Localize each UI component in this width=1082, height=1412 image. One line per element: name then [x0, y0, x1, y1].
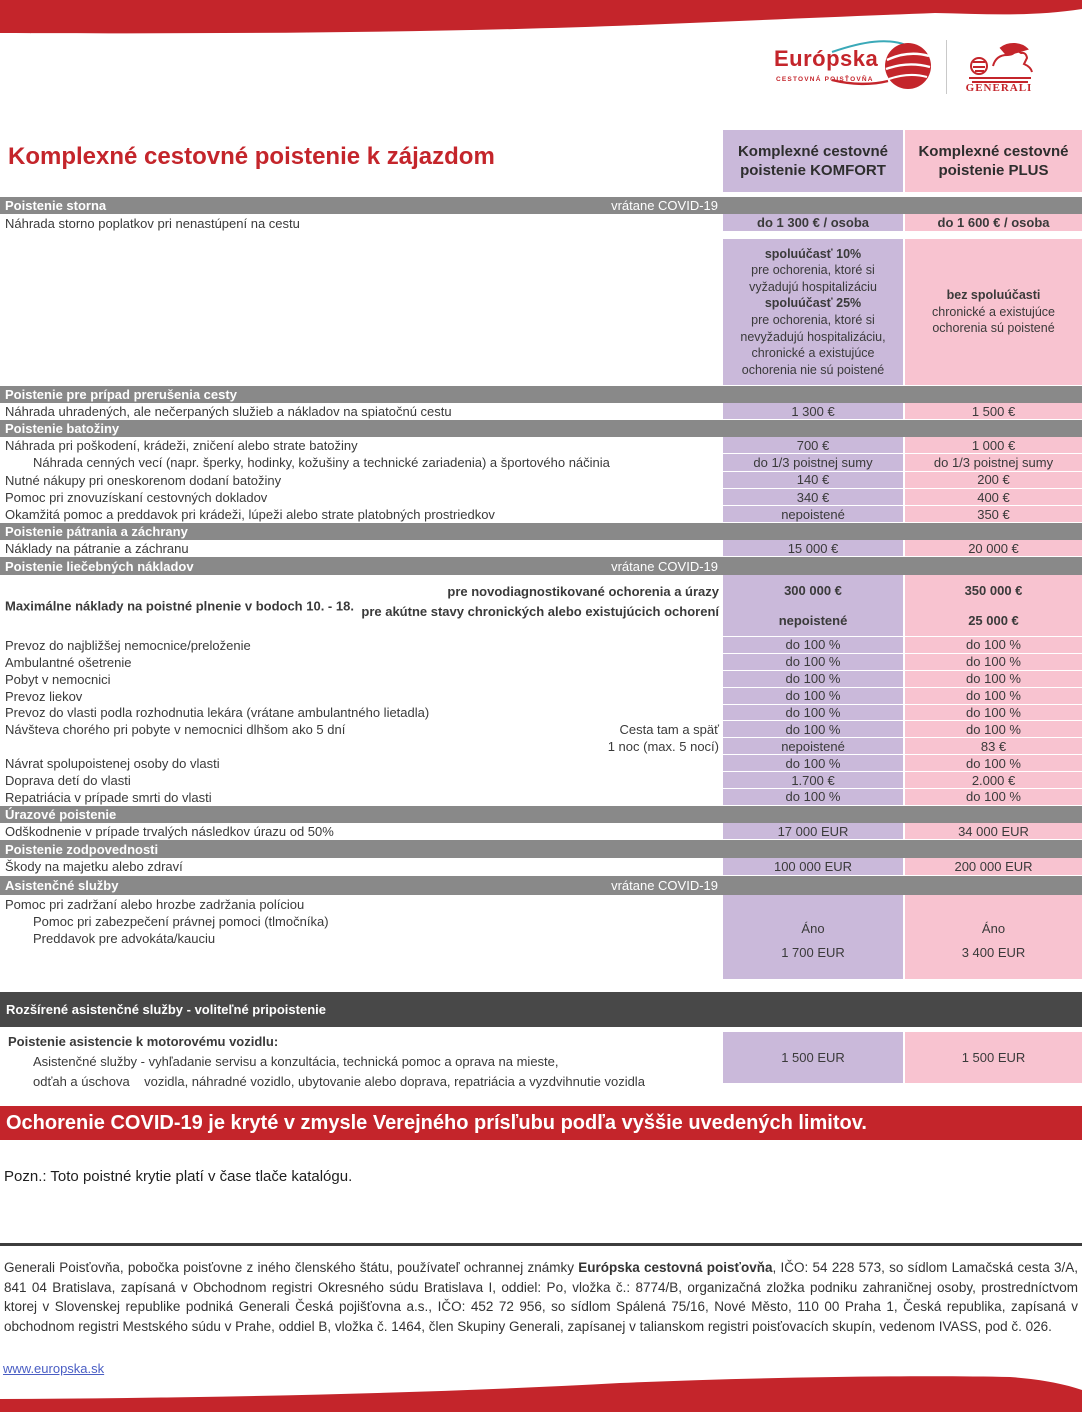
max-claims-sublabel-1: pre novodiagnostikované ochorenia a úrazy [447, 583, 719, 599]
table-row [0, 637, 1082, 654]
plus-value-cell: 200 000 EUR [905, 858, 1082, 876]
table-row [0, 755, 1082, 772]
text-line: bez spoluúčasti [946, 288, 1041, 303]
row-label: Repatriácia v prípade smrti do vlasti [5, 789, 212, 805]
komfort-value-cell: 340 € [723, 489, 903, 506]
table-row [0, 489, 1082, 506]
komfort-value-cell: do 100 % [723, 705, 903, 722]
generali-logo [959, 36, 1039, 96]
legal-text [4, 1258, 1078, 1336]
motor-line-1: Asistenčné služby - vyhľadanie servisu a konzultácia, technická pomoc a oprava na mieste, [33, 1053, 559, 1069]
section-header-row [0, 557, 1082, 575]
row-label: Doprava detí do vlasti [5, 773, 131, 789]
section-label: Poistenie storna [5, 198, 107, 213]
motor-label-area [0, 1032, 723, 1089]
plus-value-cell: 83 € [905, 738, 1082, 755]
generali-logo-text: GENERALI [965, 82, 1033, 94]
generali-lion-icon [963, 40, 1035, 84]
komfort-value-cell: do 100 % [723, 637, 903, 654]
section-header-row [0, 876, 1082, 895]
plus-max-value-2: 25 000 € [968, 613, 1019, 629]
table-row [0, 403, 1082, 420]
spacer-row [0, 980, 1082, 992]
plus-deductible-cell [905, 239, 1082, 386]
row-label: Odškodnenie v prípade trvalých následkov úrazu od 50% [5, 824, 334, 840]
komfort-value-cell: 100 000 EUR [723, 858, 903, 876]
plus-value-cell: do 100 % [905, 671, 1082, 688]
row-label: Prevoz do najbližšej nemocnice/preloženie [5, 637, 251, 653]
row-sublabel: Cesta tam a späť [619, 722, 719, 738]
extended-services-label: Rozšírené asistenčné služby - voliteľné pripoistenie [6, 1001, 326, 1017]
text-line: chronické a existujúce [751, 346, 875, 361]
table-row [0, 738, 1082, 755]
max-claims-label-area [0, 575, 723, 637]
plus-value-cell: 200 € [905, 472, 1082, 489]
plus-value-cell: 400 € [905, 489, 1082, 506]
komfort-max-value-1: 300 000 € [784, 582, 842, 598]
komfort-value-cell: nepoistené [723, 506, 903, 523]
assist-line: Preddavok pre advokáta/kauciu [33, 930, 216, 946]
page-title: Komplexné cestovné poistenie k zájazdom [8, 143, 495, 170]
row-label: Nutné nákupy pri oneskorenom dodaní batožiny [5, 472, 282, 488]
table-row [0, 858, 1082, 876]
row-label: Náhrada uhradených, ale nečerpaných služieb a nákladov na spiatočnú cestu [5, 404, 452, 419]
coverage-table [0, 197, 1082, 1089]
komfort-value-cell: nepoistené [723, 738, 903, 755]
plus-value-cell: do 100 % [905, 789, 1082, 806]
plus-max-value-1: 350 000 € [964, 582, 1023, 598]
komfort-value-cell: do 1/3 poistnej sumy [723, 454, 903, 471]
plus-value-cell: 1 000 € [905, 437, 1082, 454]
komfort-max-cell [723, 575, 903, 637]
note-text: Pozn.: Toto poistné krytie platí v čase tlače katalógu. [4, 1168, 353, 1185]
plus-value-cell: do 100 % [905, 755, 1082, 772]
table-row [0, 214, 1082, 232]
plus-value-cell: do 100 % [905, 721, 1082, 738]
website-link[interactable]: www.europska.sk [3, 1361, 105, 1376]
section-header-row [0, 197, 1082, 214]
assist-line: Pomoc pri zabezpečení právnej pomoci (tlmočníka) [33, 913, 329, 929]
table-row [0, 772, 1082, 789]
row-label: Prevoz do vlasti podla rozhodnutia lekára (vrátane ambulantného lietadla) [5, 705, 430, 721]
table-row [0, 506, 1082, 523]
europska-logo-text: Európska [774, 46, 879, 71]
row-label: Okamžitá pomoc a preddavok pri krádeži, lúpeži alebo strate platobných prostriedkov [5, 507, 495, 523]
column-header-plus: Komplexné cestovné poistenie PLUS [905, 130, 1082, 192]
table-row [0, 671, 1082, 688]
plus-motor-cell: 1 500 EUR [905, 1032, 1082, 1084]
plus-value-cell: 34 000 EUR [905, 823, 1082, 841]
row-label: Škody na majetku alebo zdraví [5, 859, 183, 875]
section-label: Asistenčné služby [5, 877, 119, 893]
table-row [0, 454, 1082, 471]
plus-value-cell: 20 000 € [905, 540, 1082, 557]
table-row [0, 575, 1082, 637]
table-row [0, 472, 1082, 489]
europska-logo [770, 36, 940, 96]
row-label: Náhrada storno poplatkov pri nenastúpení na cestu [5, 215, 300, 231]
legal-text-part1: Generali Poisťovňa, pobočka poisťovne z iného členského štátu, používateľ ochrannej známky [4, 1260, 579, 1275]
text-line: pre ochorenia, ktoré si [751, 313, 875, 327]
plus-value-cell: do 100 % [905, 637, 1082, 654]
section-label: Úrazové poistenie [5, 806, 117, 822]
row-label: Ambulantné ošetrenie [5, 654, 132, 670]
row-label: Návrat spolupoistenej osoby do vlasti [5, 756, 220, 772]
section-label: Poistenie zodpovednosti [5, 841, 159, 857]
table-row [0, 823, 1082, 841]
motor-line-2: odťah a úschova vozidla, náhradné vozidlo, ubytovanie alebo doprava, repatriácia a vyzdvihnutie vozidla [33, 1073, 645, 1089]
komfort-value-cell: 1.700 € [723, 772, 903, 789]
komfort-assist-value: 1 700 EUR [781, 945, 845, 961]
plus-value-cell: do 100 % [905, 705, 1082, 722]
table-row [0, 688, 1082, 705]
extended-services-band [0, 992, 1082, 1027]
plus-value-cell: do 100 % [905, 654, 1082, 671]
top-wave-decoration [0, 0, 1082, 40]
section-header-row [0, 806, 1082, 823]
komfort-value-cell: 140 € [723, 472, 903, 489]
komfort-value-cell: do 100 % [723, 671, 903, 688]
assist-line: Pomoc pri zadržaní alebo hrozbe zadržania políciou [5, 896, 305, 912]
plus-value-cell: do 100 % [905, 688, 1082, 705]
row-label: Pobyt v nemocnici [5, 671, 111, 687]
max-claims-title: Maximálne náklady na poistné plnenie v bodoch 10. - 18. [5, 598, 354, 614]
table-row [0, 705, 1082, 722]
komfort-assist-yes: Áno [801, 920, 825, 936]
text-line: nevyžadujú hospitalizáciu, [740, 329, 886, 344]
table-row [0, 895, 1082, 980]
komfort-value-cell: 17 000 EUR [723, 823, 903, 841]
komfort-value-cell: do 100 % [723, 654, 903, 671]
text-line: chronické a existujúce [932, 304, 1055, 319]
table-row [0, 789, 1082, 806]
europska-logo-subtext: CESTOVNÁ POISŤOVŇA [776, 76, 874, 83]
table-row [0, 1032, 1082, 1089]
europska-globe-icon [830, 36, 940, 96]
komfort-value-cell: 700 € [723, 437, 903, 454]
bottom-wave-decoration [0, 1350, 1082, 1412]
komfort-motor-cell: 1 500 EUR [723, 1032, 903, 1084]
plus-assist-cell [905, 895, 1082, 980]
row-label: Náhrada cenných vecí (napr. šperky, hodinky, kožušiny a technické zariadenia) a športového náčinia [33, 455, 610, 471]
table-row [0, 721, 1082, 738]
table-row [0, 540, 1082, 557]
logo-divider [946, 40, 947, 94]
komfort-value-cell: do 100 % [723, 789, 903, 806]
plus-assist-yes: Áno [981, 920, 1006, 936]
section-label: Poistenie batožiny [5, 421, 120, 436]
logo-group [770, 36, 1070, 98]
table-row [0, 437, 1082, 454]
covid-note: vrátane COVID-19 [611, 877, 718, 893]
legal-text-brand: Európska cestovná poisťovňa [578, 1260, 773, 1275]
plus-value-cell: 2.000 € [905, 772, 1082, 789]
covid-note: vrátane COVID-19 [611, 198, 718, 213]
divider-rule [0, 1243, 1082, 1246]
text-line: spoluúčasť 25% [764, 296, 862, 311]
section-label: Poistenie pre prípad prerušenia cesty [5, 387, 237, 402]
covid-banner: Ochorenie COVID-19 je kryté v zmysle Verejného prísľubu podľa vyššie uvedených limitov. [0, 1106, 1082, 1140]
komfort-value-cell: do 100 % [723, 688, 903, 705]
plus-value-cell: 350 € [905, 506, 1082, 523]
komfort-max-value-2: nepoistené [778, 613, 848, 629]
text-line: spoluúčasť 10% [764, 246, 862, 261]
text-line: pre ochorenia, ktoré si [751, 263, 875, 278]
text-line: vyžadujú hospitalizáciu [749, 279, 877, 294]
komfort-deductible-cell [723, 239, 903, 386]
motor-title: Poistenie asistencie k motorovému vozidlu: [8, 1033, 279, 1049]
row-label: Návšteva chorého pri pobyte v nemocnici dlhšom ako 5 dní Cesta tam a späť [5, 722, 719, 738]
row-sublabel: 1 noc (max. 5 nocí) [607, 739, 719, 755]
row-label: Náklady na pátranie a záchranu [5, 541, 189, 557]
section-header-row [0, 840, 1082, 858]
komfort-value-cell: do 100 % [723, 755, 903, 772]
covid-note: vrátane COVID-19 [611, 558, 718, 574]
row-label [0, 738, 723, 755]
komfort-value-cell: do 1 300 € / osoba [723, 214, 903, 232]
plus-max-cell [905, 575, 1082, 637]
komfort-value-cell: 1 300 € [723, 403, 903, 420]
legal-text-part2: , IČO: 54 228 573, so sídlom Lamačská cesta 3/A, 841 04 Bratislava, zapísaná v Obchodnom registri Okresného súdu Bratislava I, oddiel: Po, vložka č.: 8774/B, organizačná zložka podniku zahraničnej osoby, prostredníctvom ktorej v Slovenskej republike podniká Generali Česká pojišťovna a.s., IČO: 452 72 956, so sídlom Spálená 75/16, Nové Město, 110 00 Praha 1, Česká republika, zapísaná v obchodnom registri Mestského súdu v Prahe, oddiel B, vložka č. 1464, člen Skupiny Generali, zapísanej v talianskom registri poisťovacích skupín, vedenom IVASS, pod č. 026. [4, 1260, 1078, 1334]
row-label: Prevoz liekov [5, 688, 83, 704]
plus-assist-value: 3 400 EUR [961, 945, 1026, 961]
komfort-assist-cell [723, 895, 903, 980]
section-header-row [0, 386, 1082, 403]
table-row [0, 239, 1082, 386]
table-row [0, 654, 1082, 671]
row-label [0, 239, 723, 386]
max-claims-sublabel-2: pre akútne stavy chronických alebo existujúcich ochorení [361, 603, 719, 619]
column-header-komfort: Komplexné cestovné poistenie KOMFORT [723, 130, 903, 192]
text-line: ochorenia sú poistené [932, 321, 1055, 336]
text-line: ochorenia nie sú poistené [741, 362, 885, 377]
komfort-value-cell: do 100 % [723, 721, 903, 738]
row-label: Náhrada pri poškodení, krádeži, zničení alebo strate batožiny [5, 438, 358, 454]
section-header-row [0, 420, 1082, 437]
plus-value-cell: do 1 600 € / osoba [905, 214, 1082, 232]
komfort-value-cell: 15 000 € [723, 540, 903, 557]
section-label: Poistenie pátrania a záchrany [5, 524, 188, 540]
plus-value-cell: do 1/3 poistnej sumy [905, 454, 1082, 471]
assist-label-area [0, 895, 723, 980]
section-header-row [0, 523, 1082, 540]
section-label: Poistenie liečebných nákladov [5, 558, 194, 574]
spacer-row [0, 232, 1082, 239]
plus-value-cell: 1 500 € [905, 403, 1082, 420]
row-label: Pomoc pri znovuzískaní cestovných dokladov [5, 490, 268, 506]
